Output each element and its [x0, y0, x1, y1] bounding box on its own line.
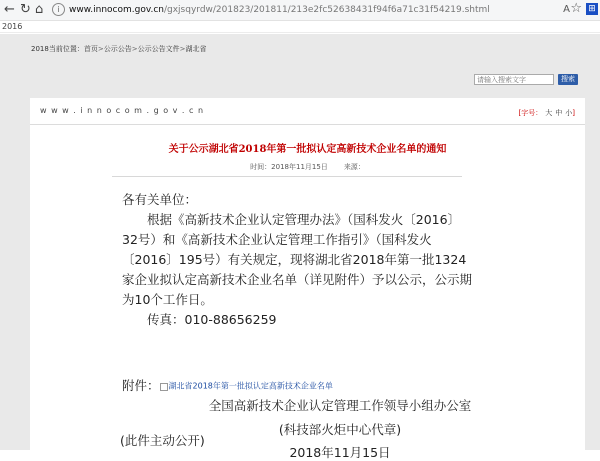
breadcrumb-prefix: 2018当前位置：: [31, 45, 84, 53]
font-size-medium[interactable]: 中: [555, 109, 563, 117]
site-info-icon[interactable]: i: [52, 3, 65, 16]
url-host: www.innocom.gov.cn: [69, 5, 164, 15]
bookmark-star-icon[interactable]: ☆: [570, 1, 582, 16]
reload-icon[interactable]: ↻: [20, 2, 31, 17]
font-size-switcher: [519, 108, 575, 118]
article-meta: [30, 162, 585, 172]
breadcrumb-sep: >: [179, 45, 186, 53]
attachment-line: [122, 378, 333, 395]
article-time: 时间：2018年11月15日: [250, 163, 328, 171]
article-container: [30, 98, 585, 460]
breadcrumb-item-home[interactable]: 首页: [83, 45, 98, 53]
attachment-link[interactable]: 湖北省2018年第一批拟认定高新技术企业名单: [168, 381, 333, 391]
font-size-large[interactable]: 大: [545, 109, 553, 117]
breadcrumb-item-announcement-files[interactable]: 公示公告文件: [137, 45, 180, 53]
browser-toolbar: [0, 0, 600, 21]
fax-line: 传真：010-88656259: [147, 312, 277, 327]
site-header: [30, 98, 585, 125]
font-size-close: ]: [572, 109, 575, 117]
home-icon[interactable]: ⌂: [35, 2, 44, 17]
font-size-label: [字号：: [518, 109, 543, 117]
article-title: 关于公示湖北省2018年第一批拟认定高新技术企业名单的通知: [168, 144, 447, 155]
attachment-label: 附件：: [122, 378, 160, 393]
search-input[interactable]: [474, 74, 554, 85]
translate-icon[interactable]: A: [563, 4, 570, 15]
signatory-line-2: (科技部火炬中心代章): [278, 422, 402, 437]
font-size-small[interactable]: 小: [565, 109, 573, 117]
page-background: [0, 34, 600, 460]
breadcrumb-sep: >: [131, 45, 138, 53]
address-bar[interactable]: [52, 2, 490, 18]
breadcrumb-sep: >: [97, 45, 104, 53]
breadcrumb-item-hubei[interactable]: 湖北省: [185, 45, 207, 53]
breadcrumb-item-announcements[interactable]: 公示公告: [103, 45, 132, 53]
url-path: /gxjsqyrdw/201823/201811/213e2fc52638431f94f6a71c31f54219.shtml: [163, 5, 490, 15]
site-url-text: w w w . i n n o c o m . g o v . c n: [40, 106, 205, 115]
article-source: 来源：: [343, 163, 365, 171]
signatory-line-1: 全国高新技术企业认定管理工作领导小组办公室: [208, 398, 472, 413]
bookmark-item[interactable]: 2016: [2, 22, 23, 31]
article-body: [122, 190, 472, 330]
extension-icon[interactable]: ⊞: [586, 3, 598, 15]
article-paragraph: 根据《高新技术企业认定管理办法》（国科发火〔2016〕32号）和《高新技术企业认定管理工作指引》（国科发火〔2016〕195号）有关规定，现将湖北省2018年第一批1324家企业拟认定高新技术企业名单（详见附件）予以公示，公示期为10个工作日。: [122, 212, 473, 307]
title-divider: [112, 176, 462, 177]
public-note: (此件主动公开): [120, 433, 205, 448]
salutation: 各有关单位：: [122, 192, 198, 207]
bookmark-bar: [0, 21, 600, 33]
document-date: 2018年11月15日: [289, 445, 391, 460]
breadcrumb: [31, 44, 206, 54]
back-icon[interactable]: ←: [4, 2, 15, 17]
image-placeholder-icon: [160, 383, 168, 391]
search-button[interactable]: 搜索: [558, 74, 578, 85]
